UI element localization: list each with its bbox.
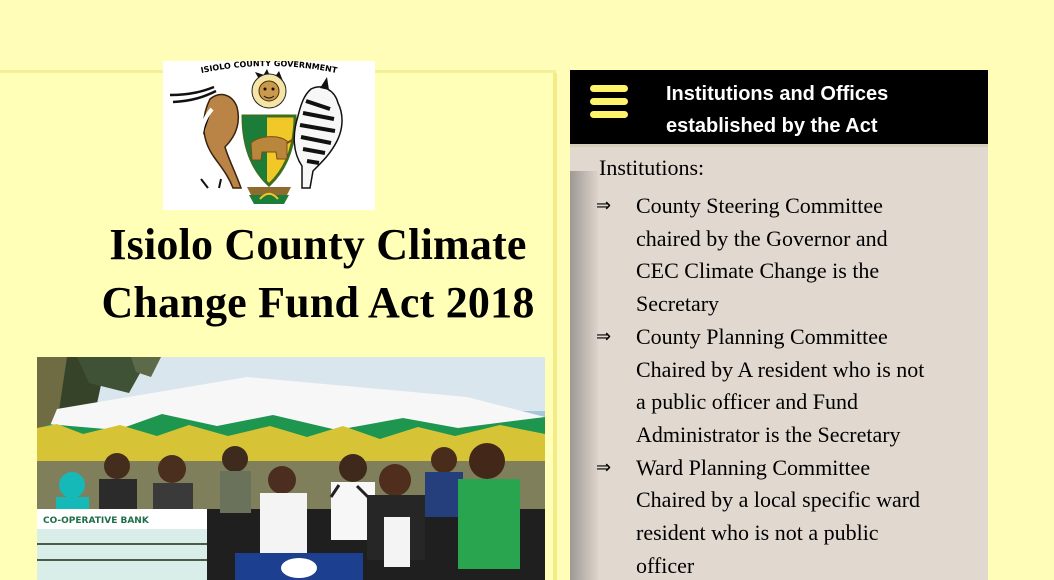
panel-title-line-1: Institutions and Offices <box>666 83 889 105</box>
panel-header <box>570 70 988 144</box>
event-photo <box>37 357 545 580</box>
title-line-2: Change Fund Act 2018 <box>101 278 535 327</box>
emblem-caption: ISIOLO COUNTY GOVERNMENT <box>199 61 339 76</box>
panel-title-line-2: established by the Act <box>666 115 878 137</box>
page-title <box>40 216 596 332</box>
launch-photo-icon <box>37 357 545 580</box>
item-line: County Planning Committee <box>636 323 888 349</box>
institution-description <box>636 321 966 452</box>
item-line: Ward Planning Committee <box>636 454 871 480</box>
bullet-arrow: ⇒ <box>596 195 612 216</box>
item-line: chaired by the Governor and <box>636 225 888 251</box>
item-line: CEC Climate Change is the <box>636 258 880 284</box>
item-line: officer <box>636 552 695 578</box>
item-line: County Steering Committee <box>636 193 883 218</box>
institution-description <box>636 190 966 321</box>
coat-of-arms-icon <box>163 61 375 210</box>
photo-bank-label: CO-OPERATIVE BANK <box>43 516 149 526</box>
hamburger-icon <box>590 84 628 120</box>
institutions-panel <box>570 70 988 580</box>
institutions-list <box>596 190 966 580</box>
menu-icon[interactable] <box>590 84 628 120</box>
item-line: a public officer and Fund <box>636 389 858 415</box>
item-line: resident who is not a public <box>636 520 879 546</box>
title-line-1: Isiolo County Climate <box>109 220 527 269</box>
item-line: Chaired by a local specific ward <box>636 487 921 513</box>
institution-description <box>636 452 966 580</box>
content-shadow <box>570 171 598 580</box>
institution-item-1 <box>596 190 966 321</box>
item-line: Administrator is the Secretary <box>636 421 901 447</box>
institution-item-3 <box>596 452 966 580</box>
item-line: Chaired by A resident who is not <box>636 356 925 382</box>
bullet-arrow: ⇒ <box>596 456 612 478</box>
county-emblem <box>163 61 375 210</box>
item-line: Secretary <box>636 291 720 317</box>
institution-item-2 <box>596 321 966 452</box>
bullet-arrow: ⇒ <box>596 325 612 347</box>
institutions-heading: Institutions: <box>599 155 705 180</box>
panel-title <box>666 78 966 142</box>
